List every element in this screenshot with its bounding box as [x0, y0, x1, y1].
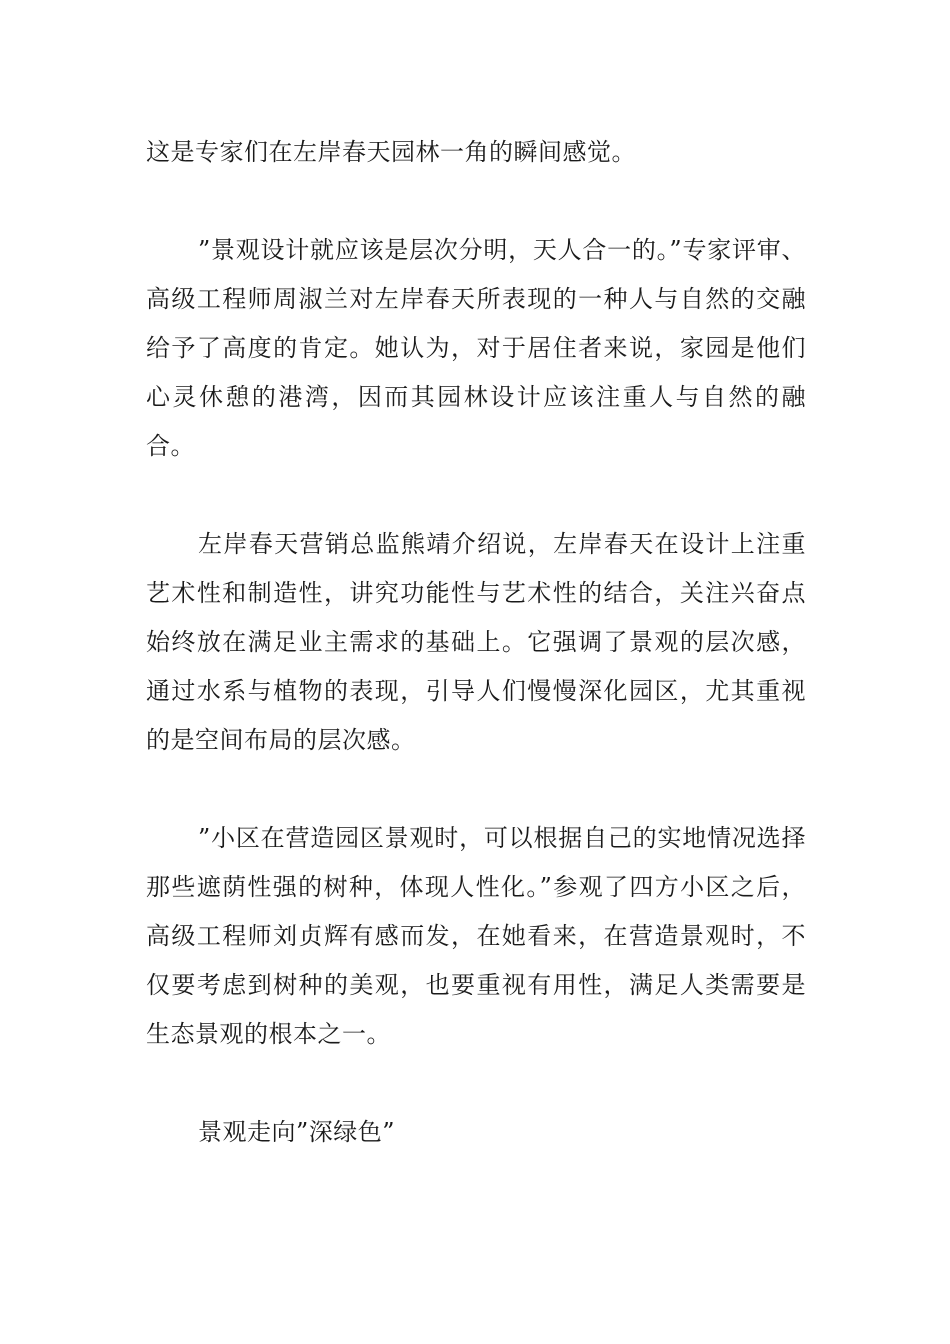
section-heading: 景观走向”深绿色”	[198, 1118, 396, 1146]
paragraph-2: ”景观设计就应该是层次分明，天人合一的。”专家评审、高级工程师周淑兰对左岸春天所表现的一种人与自然的交融给予了高度的肯定。她认为，对于居住者来说，家园是他们心灵休憩的港湾，因而其园林设计应该注重人与自然的融合。	[146, 236, 806, 460]
paragraph-3: 左岸春天营销总监熊靖介绍说，左岸春天在设计上注重艺术性和制造性，讲究功能性与艺术性的结合，关注兴奋点始终放在满足业主需求的基础上。它强调了景观的层次感，通过水系与植物的表现，引导人们慢慢深化园区，尤其重视的是空间布局的层次感。	[146, 530, 806, 754]
document-body	[146, 128, 806, 1157]
paragraph-1: 这是专家们在左岸春天园林一角的瞬间感觉。	[146, 138, 636, 166]
paragraph-4: ”小区在营造园区景观时，可以根据自己的实地情况选择那些遮荫性强的树种，体现人性化。”参观了四方小区之后，高级工程师刘贞辉有感而发，在她看来，在营造景观时，不仅要考虑到树种的美观，也要重视有用性，满足人类需要是生态景观的根本之一。	[146, 824, 806, 1048]
